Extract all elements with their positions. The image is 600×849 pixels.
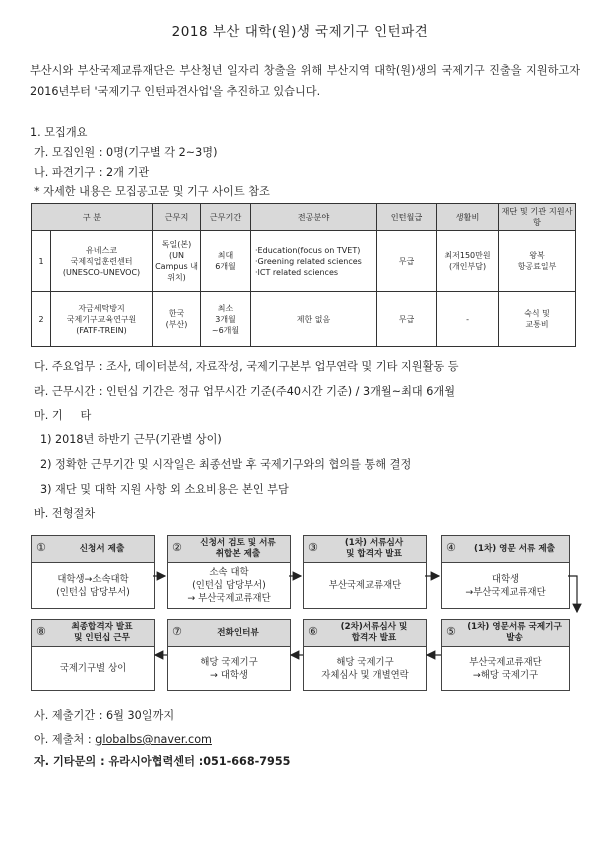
col-header-salary: 인턴월급 [377, 204, 437, 231]
living-cost: - [437, 292, 499, 347]
dispatch-orgs: 나. 파견기구 : 2개 기관 [34, 166, 150, 179]
step-title: (1차) 서류심사 및 합격자 발표 [344, 538, 404, 559]
etc-item-1: 1) 2018년 하반기 근무(기관별 상이) [40, 433, 222, 446]
col-header-support: 재단 및 기관 지원사항 [499, 204, 576, 231]
living-cost: 최저150만원 (개인부담) [437, 231, 499, 292]
salary: 무급 [377, 231, 437, 292]
step-title: 신청서 검토 및 서류 취합본 제출 [200, 538, 276, 559]
work-location: 한국 (부산) [153, 292, 201, 347]
section-recruit-overview: 1. 모집개요 [30, 126, 88, 139]
step-body: 대학생→소속대학 (인턴십 담당부서) [56, 573, 130, 598]
intro-paragraph: 부산시와 부산국제교류재단은 부산청년 일자리 창출을 위해 부산지역 대학(원)생의 국제기구 진출을 지원하고자 2016년부터 '국제기구 인턴파견사업'을 추진하고 있습니다. [30, 64, 580, 98]
recruit-count: 가. 모집인원 : 0명(기구별 각 2~3명) [34, 146, 218, 159]
row-number: 1 [32, 231, 51, 292]
reference-note: * 자세한 내용은 모집공고문 및 기구 사이트 참조 [34, 185, 270, 198]
step-body: 소속 대학 (인턴십 담당부서) → 부산국제교류재단 [187, 567, 271, 604]
step-number: ① [36, 541, 46, 554]
step-title: 전화인터뷰 [217, 627, 259, 638]
step-number: ③ [308, 541, 318, 554]
org-name: 유네스코 국제직업훈련센터 (UNESCO-UNEVOC) [51, 231, 153, 292]
submission-period: 사. 제출기간 : 6월 30일까지 [34, 709, 175, 722]
submission-destination [34, 731, 212, 747]
work-location: 독일(본) (UN Campus 내 위치) [153, 231, 201, 292]
submission-label: 아. 제출처 : [34, 733, 96, 746]
major-field: 제한 없음 [251, 292, 377, 347]
support: 왕복 항공료일부 [499, 231, 576, 292]
salary: 무급 [377, 292, 437, 347]
major-field: ·Education(focus on TVET) ·Greening related sciences ·ICT related sciences [251, 231, 377, 292]
work-period: 최대 6개월 [201, 231, 251, 292]
col-header-location: 근무지 [153, 204, 201, 231]
page-title: 2018 부산 대학(원)생 국제기구 인턴파견 [171, 24, 429, 40]
etc-heading: 마. 기 타 [34, 409, 92, 422]
submission-email-link[interactable]: globalbs@naver.com [95, 733, 212, 746]
step-number: ④ [446, 541, 456, 554]
step-number: ② [172, 541, 182, 554]
step-title: 신청서 제출 [79, 543, 125, 554]
step-number: ⑤ [446, 625, 456, 638]
col-header-major: 전공분야 [251, 204, 377, 231]
contact-info: 자. 기타문의 : 유라시아협력센터 :051-668-7955 [34, 755, 291, 768]
arrow-down-icon [568, 576, 577, 612]
step-body: 해당 국제기구 → 대학생 [200, 656, 258, 681]
main-duties: 다. 주요업무 : 조사, 데이터분석, 자료작성, 국제기구본부 업무연락 및 기타 지원활동 등 [34, 360, 459, 373]
etc-item-2: 2) 정확한 근무기간 및 시작일은 최종선발 후 국제기구와의 협의를 통해 결정 [40, 458, 412, 471]
work-period: 최소 3개월 ~6개월 [201, 292, 251, 347]
etc-item-3: 3) 재단 및 대학 지원 사항 외 소요비용은 본인 부담 [40, 483, 289, 496]
step-body: 부산국제교류재단 →해당 국제기구 [469, 656, 542, 681]
step-body: 해당 국제기구 자체심사 및 개별연락 [321, 656, 409, 681]
row-number: 2 [32, 292, 51, 347]
selection-process-heading: 바. 전형절차 [34, 507, 96, 520]
step-body: 부산국제교류재단 [328, 580, 402, 591]
step-title: (2차)서류심사 및 합격자 발표 [340, 622, 408, 643]
step-number: ⑥ [308, 625, 318, 638]
support: 숙식 및 교통비 [499, 292, 576, 347]
col-header-living-cost: 생활비 [437, 204, 499, 231]
step-title: 최종합격자 발표 및 인턴십 근무 [71, 622, 133, 643]
col-header-period: 근무기간 [201, 204, 251, 231]
step-body: 국제기구별 상이 [59, 663, 127, 674]
step-body: 대학생 →부산국제교류재단 [465, 573, 546, 598]
step-number: ⑦ [172, 625, 182, 638]
col-header-category: 구 분 [32, 204, 153, 231]
step-title: (1차) 영문서류 국제기구 발송 [467, 622, 562, 643]
step-title: (1차) 영문 서류 제출 [474, 543, 555, 554]
org-name: 자금세탁방지 국제기구교육연구원 (FATF-TREIN) [51, 292, 153, 347]
work-hours: 라. 근무시간 : 인턴십 기간은 정규 업무시간 기준(주40시간 기준) / 3개월~최대 6개월 [34, 385, 456, 398]
step-number: ⑧ [36, 625, 46, 638]
